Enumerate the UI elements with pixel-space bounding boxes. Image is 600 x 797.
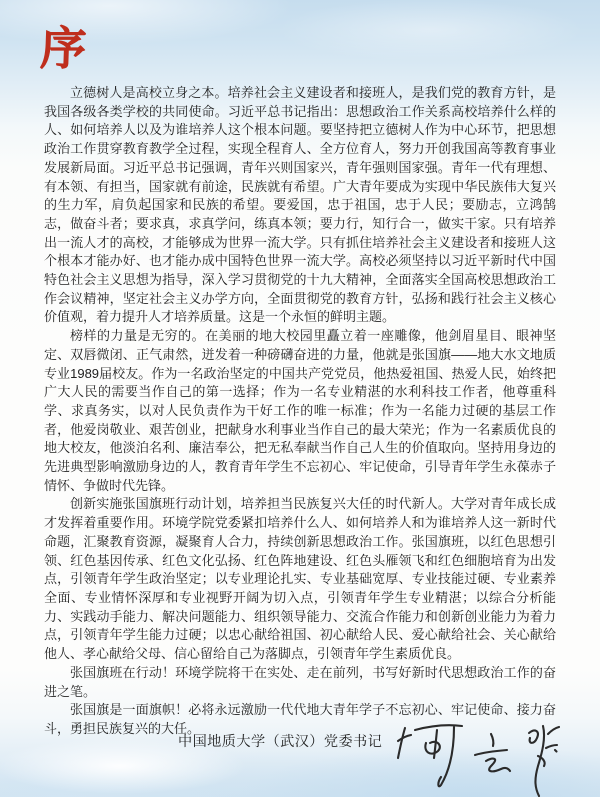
paragraph-4: 张国旗班在行动！环境学院将干在实处、走在前列，书写好新时代思想政治工作的奋进之笔。 — [44, 664, 556, 699]
paragraph-2: 榜样的力量是无穷的。在美丽的地大校园里矗立着一座雕像，他剑眉星目、眼神坚定、双唇微闭、正气肃然，迸发着一种磅礴奋进的力量，他就是张国旗——地大水文地质专业1989届校友。作为一名政治坚定的中国共产党党员，他热爱祖国、热爱人民，始终把广大人民的需要当作自己的第一选择；作为一名专业精湛的水利科技工作者，他尊重科学、求真务实，以对人民负责作为干好工作的唯一标准；作为一名能力过硬的基层工作者，他爱岗敬业、艰苦创业，把献身水利事业当作自己的最大荣光；作为一名素质优良的地大校友，他淡泊名利、廉洁奉公，把无私奉献当作自己人生的价值取向。坚持用身边的先进典型影响激励身边的人，教育青年学生不忘初心、牢记使命，引导青年学生永葆赤子情怀、争做时代先锋。 — [44, 328, 556, 493]
paragraph-5: 张国旗是一面旗帜！必将永远激励一代代地大青年学子不忘初心、牢记使命、接力奋斗，勇担民族复兴的大任。 — [44, 702, 556, 736]
handwritten-signature-icon — [388, 708, 566, 797]
preface-body — [44, 84, 556, 739]
signoff-affiliation: 中国地质大学（武汉）党委书记 — [178, 734, 383, 750]
paragraph-1: 立德树人是高校立身之本。培养社会主义建设者和接班人，是我们党的教育方针，是我国各级各类学校的共同使命。习近平总书记指出：思想政治工作关系高校培养什么样的人、如何培养人以及为谁培养人这个根本问题。要坚持把立德树人作为中心环节，把思想政治工作贯穿教育教学全过程，实现全程育人、全方位育人，努力开创我国高等教育事业发展新局面。习近平总书记强调，青年兴则国家兴，青年强则国家强。青年一代有理想、有本领、有担当，国家就有前途，民族就有希望。广大青年要成为实现中华民族伟大复兴的生力军，肩负起国家和民族的希望。要爱国，忠于祖国，忠于人民；要励志，立鸿鹄志，做奋斗者；要求真，求真学问，练真本领；要力行，知行合一，做实干家。只有培养出一流人才的高校，才能够成为世界一流大学。只有抓住培养社会主义建设者和接班人这个根本才能办好、也才能办成中国特色世界一流大学。高校必须坚持以习近平新时代中国特色社会主义思想为指导，深入学习贯彻党的十九大精神，全面落实全国高校思想政治工作会议精神，坚定社会主义办学方向，全面贯彻党的教育方针，弘扬和践行社会主义核心价值观，着力提升人才培养质量。这是一个永恒的鲜明主题。 — [44, 85, 556, 325]
paragraph-3: 创新实施张国旗班行动计划，培养担当民族复兴大任的时代新人。大学对青年成长成才发挥着重要作用。环境学院党委紧扣培养什么人、如何培养人和为谁培养人这一新时代命题，汇聚教育资源，凝聚育人合力，持续创新思想政治工作。张国旗班，以红色思想引领、红色基因传承、红色文化弘扬、红色阵地建设、红色头雁领飞和红色细胞培育为出发点，引领青年学生政治坚定；以专业理论扎实、专业基础宽厚、专业技能过硬、专业素养全面、专业情怀深厚和专业视野开阔为切入点，引领青年学生专业精湛；以综合分析能力、实践动手能力、解决问题能力、组织领导能力、交流合作能力和创新创业能力为着力点，引领青年学生能力过硬；以忠心献给祖国、初心献给人民、爱心献给社会、关心献给他人、孝心献给父母、信心留给自己为落脚点，引领青年学生素质优良。 — [44, 496, 556, 662]
page-title: 序 — [39, 21, 87, 75]
